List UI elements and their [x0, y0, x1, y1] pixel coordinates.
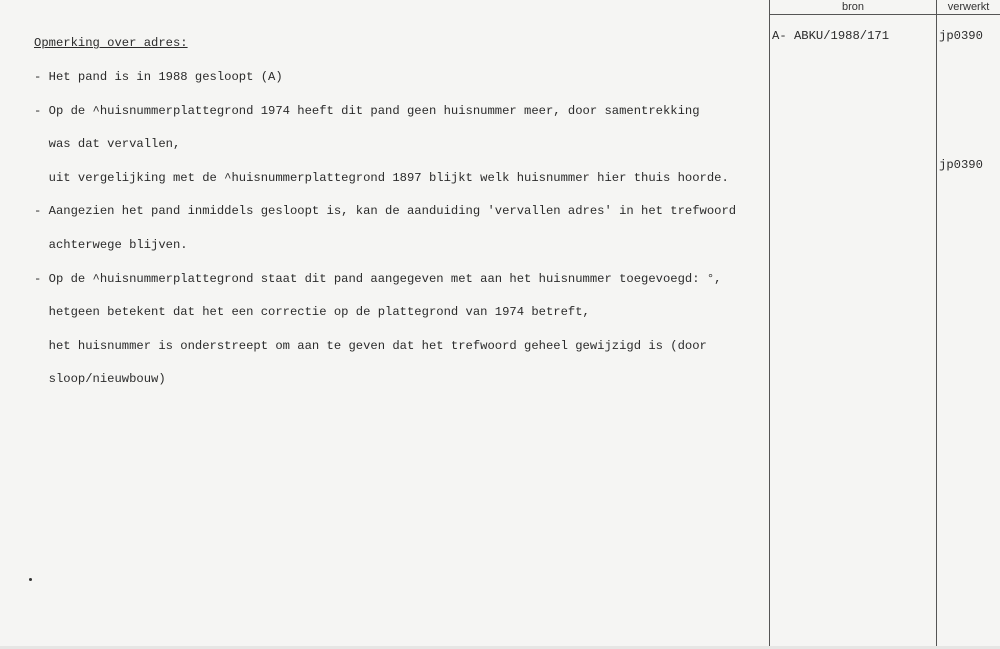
remark-line: - Op de ^huisnummerplattegrond 1974 heeft dit pand geen huisnummer meer, door samentrekking — [34, 103, 700, 118]
remark-line: - Aangezien het pand inmiddels gesloopt is, kan de aanduiding 'vervallen adres' in het trefwoord — [34, 204, 737, 219]
processed-entry-1: jp0390 — [939, 29, 983, 43]
processed-entry-2: jp0390 — [939, 158, 983, 172]
remark-line: het huisnummer is onderstreept om aan te geven dat het trefwoord geheel gewijzigd is (door — [34, 338, 707, 353]
address-remarks — [34, 16, 754, 408]
column-header-bron: bron — [841, 1, 865, 13]
remarks-title: Opmerking over adres: — [34, 36, 188, 51]
column-divider-bron — [769, 0, 770, 649]
remark-line: sloop/nieuwbouw) — [34, 372, 166, 387]
remark-line: - Op de ^huisnummerplattegrond staat dit pand aangegeven met aan het huisnummer toegevoegd: °, — [34, 271, 722, 286]
header-divider — [770, 14, 1000, 15]
source-entry: A- ABKU/1988/171 — [772, 29, 890, 43]
remark-line: - Het pand is in 1988 gesloopt (A) — [34, 70, 283, 84]
remark-line: uit vergelijking met de ^huisnummerplattegrond 1897 blijkt welk huisnummer hier thuis hoorde. — [34, 170, 729, 185]
remark-line: hetgeen betekent dat het een correctie op de plattegrond van 1974 betreft, — [34, 305, 590, 320]
stray-mark — [29, 578, 32, 581]
remark-line: was dat vervallen, — [34, 137, 181, 152]
column-header-verwerkt: verwerkt — [947, 1, 990, 13]
remark-line: achterwege blijven. — [34, 237, 188, 252]
column-divider-verwerkt — [936, 0, 937, 649]
